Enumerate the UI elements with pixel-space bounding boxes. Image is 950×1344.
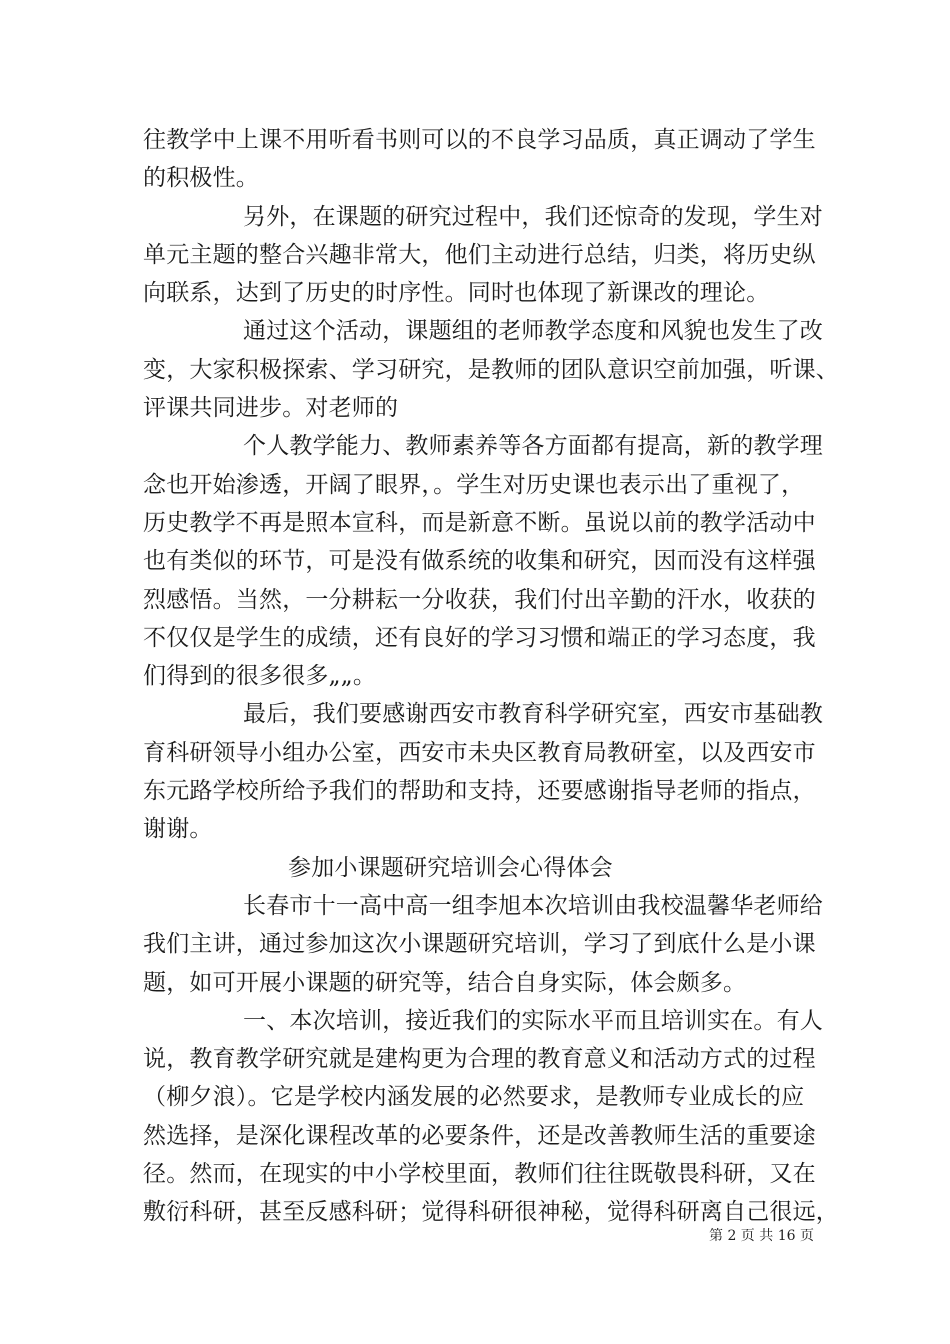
text-line: 个人教学能力、教师素养等各方面都有提高，新的教学理 <box>243 433 823 460</box>
text-line: 往教学中上课不用听看书则可以的不良学习品质，真正调动了学生 <box>143 127 816 153</box>
text-line: 向联系，达到了历史的时序性。同时也体现了新课改的理论。 <box>143 280 770 307</box>
text-line: 径。然而，在现实的中小学校里面，教师们往往既敬畏科研，又在 <box>143 1161 816 1188</box>
text-line: 我们主讲，通过参加这次小课题研究培训，学习了到底什么是小课 <box>143 931 816 958</box>
text-line: （柳夕浪）。它是学校内涵发展的必然要求，是教师专业成长的应 <box>143 1084 805 1111</box>
page-number: 第 2 页 共 16 页 <box>709 1228 814 1244</box>
text-line: 烈感悟。当然，一分耕耘一分收获，我们付出辛勤的汗水，收获的 <box>143 586 816 613</box>
text-line: 也有类似的环节，可是没有做系统的收集和研究，因而没有这样强 <box>143 548 816 575</box>
text-line: 不仅仅是学生的成绩，还有良好的学习习惯和端正的学习态度，我 <box>143 624 816 651</box>
text-line: 评课共同进步。对老师的 <box>143 395 399 422</box>
text-line: 长春市十一高中高一组李旭本次培训由我校温馨华老师给 <box>243 892 823 919</box>
text-line: 然选择，是深化课程改革的必要条件，还是改善教师生活的重要途 <box>143 1122 816 1149</box>
text-line: 题，如可开展小课题的研究等，结合自身实际，体会颇多。 <box>143 969 747 996</box>
text-line: 通过这个活动，课题组的老师教学态度和风貌也发生了改 <box>243 318 823 345</box>
text-line: 育科研领导小组办公室，西安市未央区教育局教研室，以及西安市 <box>143 739 816 766</box>
text-line: 谢谢。 <box>143 816 213 843</box>
text-line: 的积极性。 <box>143 165 259 192</box>
text-line: 敷衍科研，甚至反感科研；觉得科研很神秘，觉得科研离自己很远， <box>143 1199 839 1226</box>
text-line: 变，大家积极探索、学习研究，是教师的团队意识空前加强，听课、 <box>143 356 839 383</box>
text-line: 说，教育教学研究就是建构更为合理的教育意义和活动方式的过程 <box>143 1046 816 1073</box>
text-line: 最后，我们要感谢西安市教育科学研究室，西安市基础教 <box>243 701 823 728</box>
text-line: 们得到的很多很多„„。 <box>143 663 377 690</box>
text-line: 念也开始渗透，开阔了眼界，。学生对历史课也表示出了重视了， <box>143 471 805 498</box>
section-title: 参加小课题研究培训会心得体会 <box>288 854 613 881</box>
document-body <box>143 121 839 1232</box>
text-line: 历史教学不再是照本宣科，而是新意不断。虽说以前的教学活动中 <box>143 509 816 536</box>
text-line: 一、本次培训，接近我们的实际水平而且培训实在。有人 <box>243 1007 823 1034</box>
text-line: 另外，在课题的研究过程中，我们还惊奇的发现，学生对 <box>243 203 823 230</box>
text-line: 单元主题的整合兴趣非常大，他们主动进行总结，归类，将历史纵 <box>143 241 816 268</box>
text-line: 东元路学校所给予我们的帮助和支持，还要感谢指导老师的指点， <box>143 778 816 805</box>
